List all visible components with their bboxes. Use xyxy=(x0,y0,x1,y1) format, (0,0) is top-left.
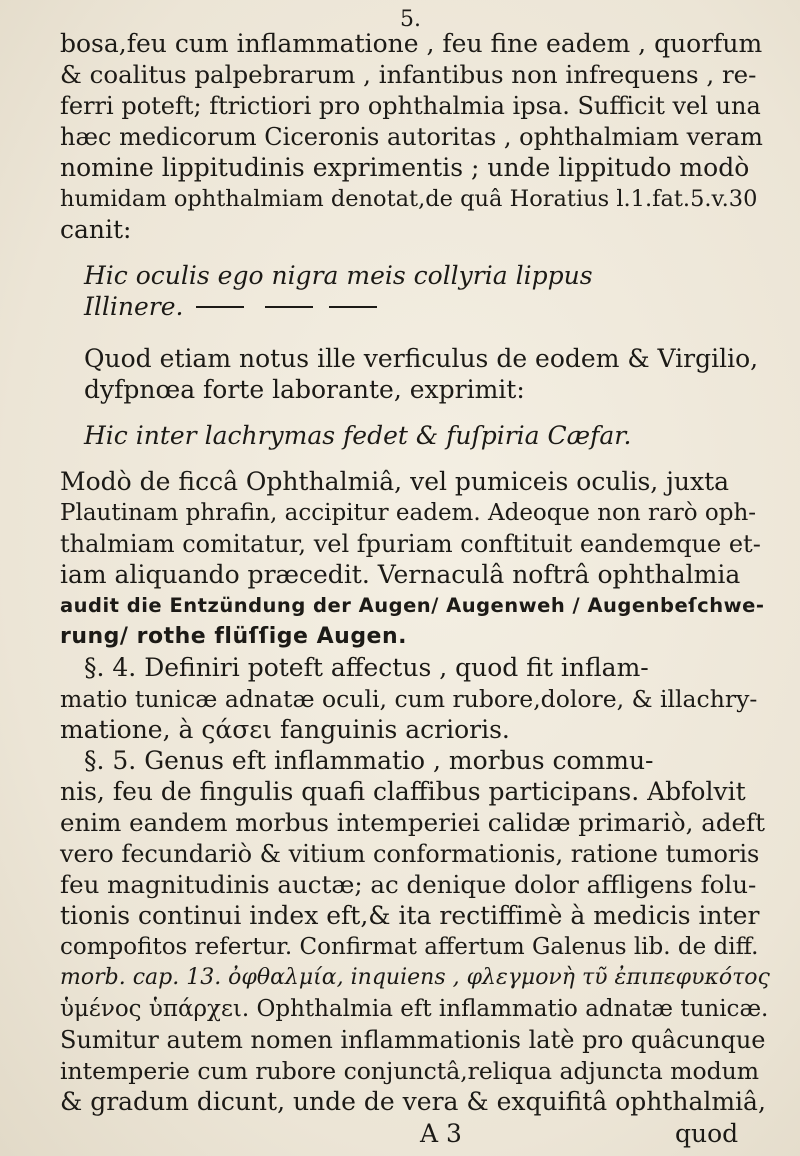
text-line-6: humidam ophthalmiam denotat,de quâ Horatius l.1.fat.5.v.30 xyxy=(60,186,758,212)
section-4-heading: §. 4. Definiri poteft affectus , quod fit inflam- xyxy=(84,653,649,682)
catchword: quod xyxy=(675,1119,739,1148)
text-line-27: tionis continui index eft,& ita rectiffimè à medicis inter xyxy=(60,901,760,930)
text-line-14: Plautinam phrafin, accipitur eadem. Adeoque non rarò oph- xyxy=(60,500,757,526)
text-line-4: hæc medicorum Ciceronis autoritas , ophthalmiam veram xyxy=(60,123,763,151)
text-line-28: compofitos refertur. Confirmat affertum Galenus lib. de diff. xyxy=(60,934,759,960)
text-line-30: ὑμένος ὑπάρχει. Ophthalmia eft inflammatio adnatæ tunicæ. xyxy=(60,996,769,1022)
section-5-heading: §. 5. Genus eft inflammatio , morbus commu- xyxy=(84,746,654,775)
text-line-26: feu magnitudinis auctæ; ac denique dolor affligens folu- xyxy=(60,870,757,899)
verse-quote-1: Hic oculis ego nigra meis collyria lippus xyxy=(84,261,593,290)
verse-quote-3: Hic inter lachrymas fedet & fuſpiria Cæfar. xyxy=(84,421,632,450)
text-line-33: & gradum dicunt, unde de vera & exquifitâ ophthalmiâ, xyxy=(60,1087,766,1116)
text-line-5: nomine lippitudinis exprimentis ; unde lippitudo modò xyxy=(60,153,750,182)
text-line-3: ferri poteft; ftrictiori pro ophthalmia ipsa. Sufficit vel una xyxy=(60,92,761,120)
text-line-11: dyfpnœa forte laborante, exprimit: xyxy=(84,375,525,404)
text-line-23: nis, feu de fingulis quafi claffibus participans. Abfolvit xyxy=(60,777,746,806)
verse-quote-2: Illinere. xyxy=(84,292,184,321)
text-line-2: & coalitus palpebrarum , infantibus non infrequens , re- xyxy=(60,60,757,89)
text-line-10: Quod etiam notus ille verficulus de eodem & Virgilio, xyxy=(84,344,759,373)
text-line-1: bosa,feu cum inflammatione , feu fine eadem , quorfum xyxy=(60,29,763,58)
text-line-13: Modò de ficcâ Ophthalmiâ, vel pumiceis oculis, juxta xyxy=(60,467,730,496)
text-line-17: audit die Entzündung der Augen/ Augenweh / Augenbeſchwe- xyxy=(60,594,765,617)
text-line-31: Sumitur autem nomen inflammationis latè pro quâcunque xyxy=(60,1026,766,1054)
text-line-15: thalmiam comitatur, vel fpuriam conftituit eandemque et- xyxy=(60,530,761,558)
text-line-18: rung/ rothe flüſſige Augen. xyxy=(60,624,408,649)
text-line-25: vero fecundariò & vitium conformationis, ratione tumoris xyxy=(60,840,760,868)
signature-mark: A 3 xyxy=(420,1119,462,1148)
text-line-20: matio tunicæ adnatæ oculi, cum rubore,dolore, & illachry- xyxy=(60,685,758,713)
page-marker: 5. xyxy=(400,7,421,32)
dash-rule xyxy=(329,306,377,308)
text-line-7: canit: xyxy=(60,215,132,244)
text-line-32: intemperie cum rubore conjunctâ,reliqua adjuncta modum xyxy=(60,1057,760,1085)
dash-rule xyxy=(265,306,313,308)
text-line-21: matione, à ςάσει fanguinis acrioris. xyxy=(60,715,510,744)
text-line-24: enim eandem morbus intemperiei calidæ primariò, adeft xyxy=(60,808,765,837)
text-line-29: morb. cap. 13. ὀφθαλμία, inquiens , φλεγμονὴ τῦ ἐπιπεφυκότος xyxy=(60,965,770,990)
dash-rule xyxy=(196,306,244,308)
text-line-16: iam aliquando præcedit. Vernaculâ noftrâ ophthalmia xyxy=(60,560,741,589)
